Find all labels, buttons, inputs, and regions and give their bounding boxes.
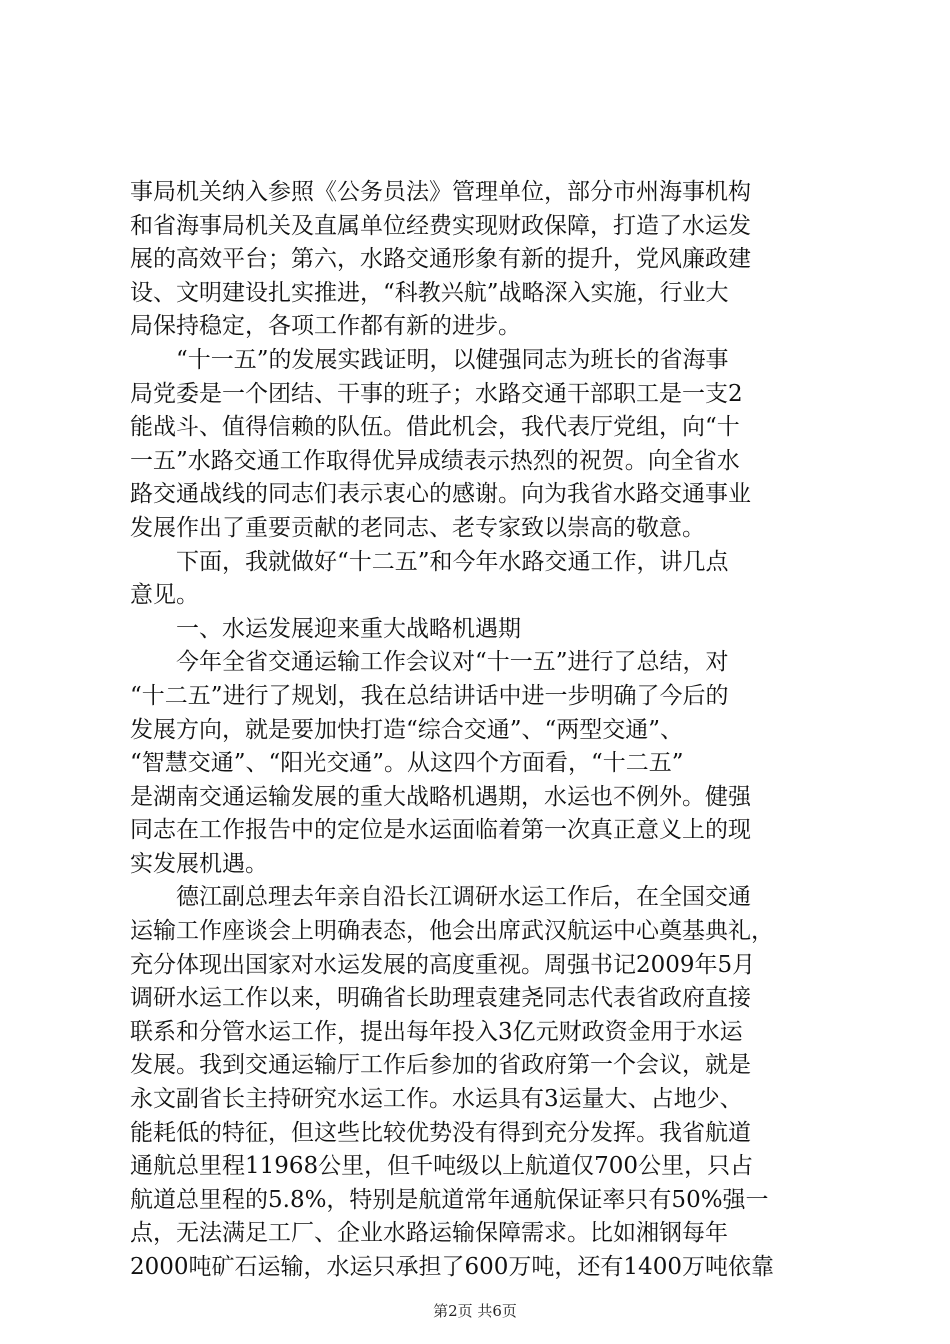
text-line: 德江副总理去年亲自沿长江调研水运工作后，在全国交通 [130,884,751,911]
text-line: “十二五”进行了规划，我在总结讲话中进一步明确了今后的 [130,682,729,709]
text-line: 下面，我就做好“十二五”和今年水路交通工作，讲几点 [130,548,729,575]
text-line: 航道总里程的5.8%，特别是航道常年通航保证率只有50%强一 [130,1186,769,1213]
text-line: 意见。 [130,582,199,609]
text-line: “智慧交通”、“阳光交通”。从这四个方面看，“十二五” [130,750,684,777]
text-line: 一五”水路交通工作取得优异成绩表示热烈的祝贺。向全省水 [130,447,740,474]
text-line: 发展。我到交通运输厅工作后参加的省政府第一个会议，就是 [130,1052,751,1079]
document-body [130,176,830,1285]
text-line: 实发展机遇。 [130,850,268,877]
text-line: 事局机关纳入参照《公务员法》管理单位，部分市州海事机构 [130,179,751,205]
text-line: 点，无法满足工厂、企业水路运输保障需求。比如湘钢每年 [130,1220,728,1247]
text-line: 永文副省长主持研究水运工作。水运具有3运量大、占地少、 [130,1086,743,1113]
text-line: 同志在工作报告中的定位是水运面临着第一次真正意义上的现 [130,817,751,844]
text-line: 发展方向，就是要加快打造“综合交通”、“两型交通”、 [130,716,684,743]
text-line: 局党委是一个团结、干事的班子；水路交通干部职工是一支2 [130,380,743,407]
text-line: 发展作出了重要贡献的老同志、老专家致以崇高的敬意。 [130,514,705,541]
text-line: 能战斗、值得信赖的队伍。借此机会，我代表厅党组，向“十 [130,414,740,441]
text-line: 设、文明建设扎实推进，“科教兴航”战略深入实施，行业大 [130,279,729,306]
text-line: 联系和分管水运工作，提出每年投入3亿元财政资金用于水运 [130,1018,743,1045]
text-line: 调研水运工作以来，明确省长助理袁建尧同志代表省政府直接 [130,985,751,1012]
text-line: 路交通战线的同志们表示衷心的感谢。向为我省水路交通事业 [130,481,751,508]
text-line: 是湖南交通运输发展的重大战略机遇期，水运也不例外。健强 [130,783,751,810]
text-line: 局保持稳定，各项工作都有新的进步。 [130,313,521,340]
text-line: 展的高效平台；第六，水路交通形象有新的提升，党风廉政建 [130,246,751,273]
text-line: 充分体现出国家对水运发展的高度重视。周强书记2009年5月 [130,951,756,978]
text-line: 通航总里程11968公里，但千吨级以上航道仅700公里，只占 [130,1153,754,1180]
text-line: 运输工作座谈会上明确表态，他会出席武汉航运中心奠基典礼， [130,918,774,945]
text-line: 今年全省交通运输工作会议对“十一五”进行了总结，对 [130,649,729,676]
section-heading: 一、水运发展迎来重大战略机遇期 [130,615,521,642]
text-line: 能耗低的特征，但这些比较优势没有得到充分发挥。我省航道 [130,1119,751,1146]
text-line: 和省海事局机关及直属单位经费实现财政保障，打造了水运发 [130,212,751,239]
text-line: 2000吨矿石运输，水运只承担了600万吨，还有1400万吨依靠 [130,1254,774,1280]
text-line: “十一五”的发展实践证明，以健强同志为班长的省海事 [130,346,729,373]
page-footer: 第2页 共6页 [433,1302,517,1320]
